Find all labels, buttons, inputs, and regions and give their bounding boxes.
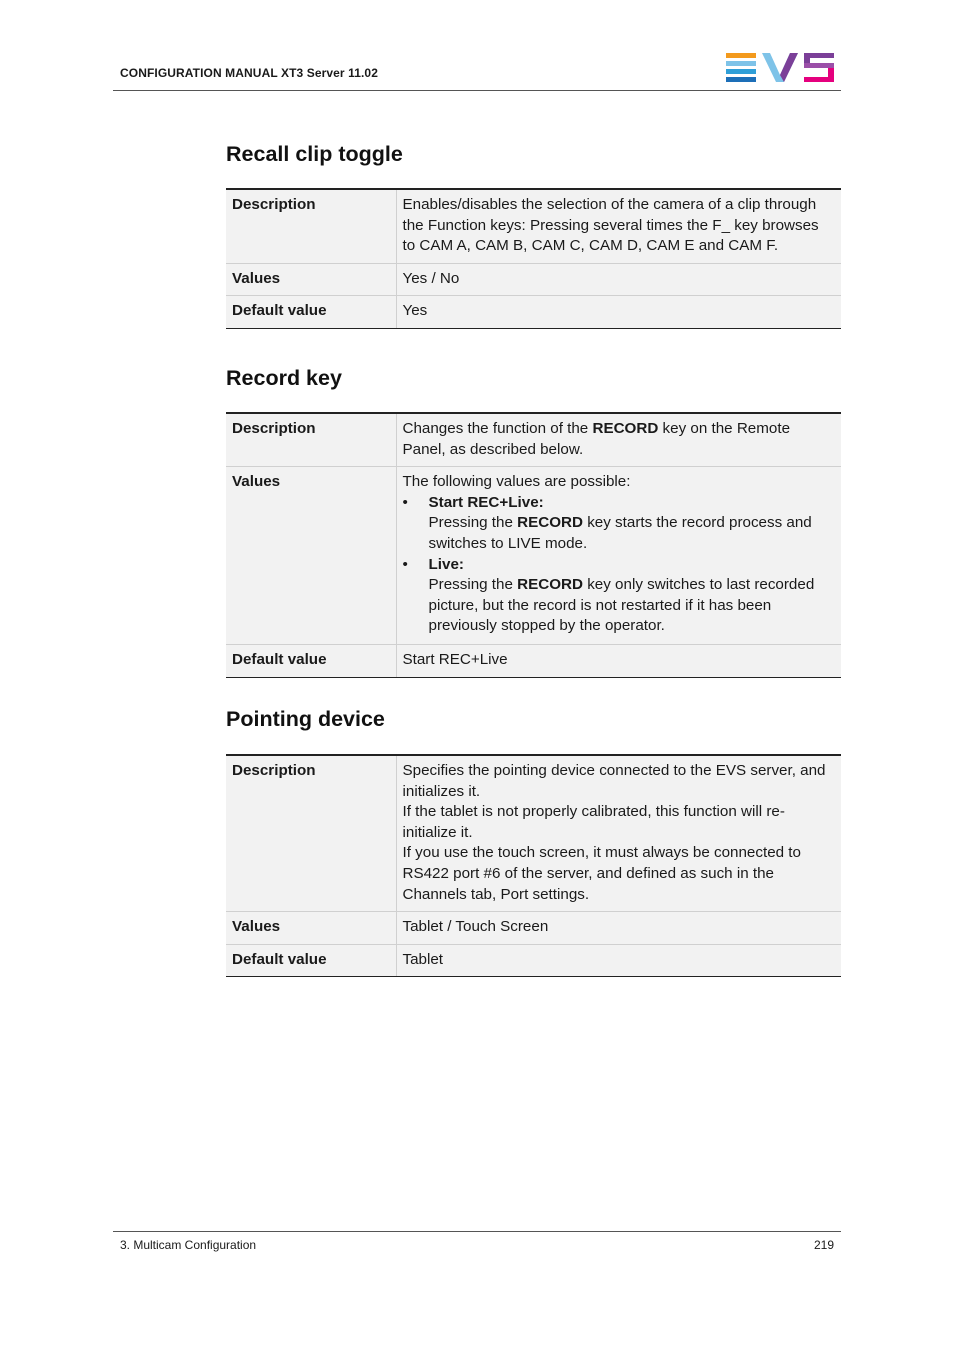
row-value — [396, 467, 841, 645]
value-option-label: Live: — [428, 555, 464, 573]
table-row — [226, 413, 841, 467]
row-key: Description — [226, 189, 396, 263]
table-row — [226, 189, 841, 263]
evs-logo — [724, 52, 836, 82]
page-number: 219 — [813, 1238, 834, 1252]
text: key only switches to last recorded picture, but the record is not restarted if it has been previously stopped by the operator. — [428, 576, 815, 635]
row-key: Values — [226, 912, 396, 945]
recall-clip-toggle-table — [226, 188, 841, 329]
chapter-label: 3. Multicam Configuration — [120, 1238, 257, 1252]
table-row — [226, 263, 841, 296]
table-row — [226, 467, 841, 645]
header-divider — [113, 90, 841, 91]
record-keyword: RECORD — [517, 514, 583, 532]
row-key: Default value — [226, 296, 396, 329]
section-title-pointing-device: Pointing device — [226, 707, 385, 731]
text: key starts the record process and switches to LIVE mode. — [428, 514, 812, 552]
list-item — [403, 555, 836, 637]
table-row — [226, 296, 841, 329]
record-keyword: RECORD — [592, 420, 659, 437]
text: Changes the function of the — [402, 420, 593, 437]
values-intro: The following values are possible: — [402, 473, 631, 491]
bullet-icon: • — [402, 493, 408, 511]
section-title-recall-clip-toggle: Recall clip toggle — [226, 142, 403, 166]
description-line: If you use the touch screen, it must always be connected to RS422 port #6 of the server, and defined as such in the Channels tab, Port settings. — [402, 844, 801, 903]
document-title: CONFIGURATION MANUAL XT3 Server 11.02 — [120, 66, 378, 80]
record-key-table — [226, 412, 841, 678]
table-row — [226, 644, 841, 677]
row-value: Yes — [396, 296, 841, 329]
list-item — [403, 493, 836, 555]
row-key: Description — [226, 755, 396, 912]
text: Pressing the — [428, 576, 518, 594]
value-option-label: Start REC+Live: — [428, 493, 544, 511]
row-key: Values — [226, 467, 396, 645]
row-value — [396, 413, 841, 467]
text: key on the Remote Panel, as described below. — [402, 420, 791, 458]
description-line: If the tablet is not properly calibrated, this function will re-initialize it. — [402, 803, 785, 841]
table-row — [226, 944, 841, 977]
row-key: Default value — [226, 644, 396, 677]
pointing-device-table — [226, 754, 841, 977]
row-value — [396, 755, 841, 912]
row-value: Tablet / Touch Screen — [396, 912, 841, 945]
bullet-icon: • — [402, 555, 408, 573]
text: Pressing the — [428, 514, 518, 532]
record-keyword: RECORD — [517, 576, 583, 594]
row-value: Enables/disables the selection of the camera of a clip through the Function keys: Pressing several times the F_ key browses to CAM A, CAM B, CAM C, CAM D, CAM E and CAM F. — [396, 189, 841, 263]
row-key: Values — [226, 263, 396, 296]
description-line: Specifies the pointing device connected to the EVS server, and initializes it. — [402, 762, 826, 800]
section-title-record-key: Record key — [226, 366, 342, 390]
footer-divider — [113, 1231, 841, 1232]
row-key: Default value — [226, 944, 396, 977]
values-list — [403, 493, 836, 637]
table-row — [226, 912, 841, 945]
table-row — [226, 755, 841, 912]
row-value: Yes / No — [396, 263, 841, 296]
row-value: Start REC+Live — [396, 644, 841, 677]
row-key: Description — [226, 413, 396, 467]
row-value: Tablet — [396, 944, 841, 977]
